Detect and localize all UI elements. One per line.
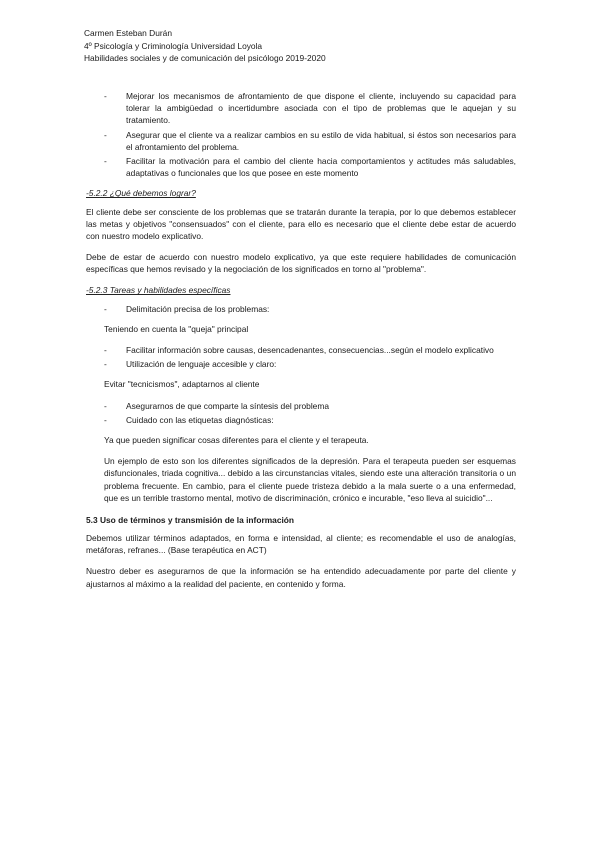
paragraph: Debemos utilizar términos adaptados, en forma e intensidad, al cliente; es recomendable el uso de analogías, metáforas, refranes... (Base terapéutica en ACT): [86, 533, 516, 556]
list-dash: -: [104, 91, 107, 101]
paragraph: Nuestro deber es asegurarnos de que la información se ha entendido adecuadamente por parte del cliente y ajustarnos al máximo a la realidad del paciente, en contenido y forma.: [86, 566, 516, 589]
note-text: Teniendo en cuenta la "queja" principal: [104, 323, 249, 334]
list-item: [86, 358, 516, 370]
section-heading-53: 5.3 Uso de términos y transmisión de la información: [86, 514, 295, 525]
list-item-text: Utilización de lenguaje accesible y claro:: [126, 359, 277, 370]
list-item-text: Facilitar información sobre causas, desencadenantes, consecuencias...según el modelo explicativo: [126, 345, 494, 355]
list-item-text: Mejorar los mecanismos de afrontamiento de que dispone el cliente, incluyendo su capacidad para tolerar la ambigüedad o incertidumbre asociada con el tipo de problemas que le aquejan y su tratamiento.: [126, 91, 516, 126]
section-heading-522: -5.2.2 ¿Qué debemos lograr?: [86, 188, 196, 199]
author-name: Carmen Esteban Durán: [84, 28, 172, 38]
list-dash: -: [104, 345, 107, 355]
section-heading-523: -5.2.3 Tareas y habilidades específicas: [86, 285, 231, 296]
list-dash: -: [104, 155, 107, 166]
list-dash: -: [104, 129, 107, 140]
list-item: [86, 90, 516, 127]
paragraph: El cliente debe ser consciente de los problemas que se tratarán durante la terapia, por lo que debemos establecer las metas y objetivos "consensuados" con el cliente, para ello es necesario que el cliente debe estar de acuerdo con nuestro modelo explicativo.: [86, 206, 516, 241]
list-item: [86, 155, 516, 179]
list-item: [86, 344, 516, 356]
list-item: [86, 414, 516, 426]
list-item: [86, 400, 516, 412]
list-item-text: Facilitar la motivación para el cambio del cliente hacia comportamientos y actitudes más saludables, adaptativas o funcionales que los que posee en este momento: [126, 155, 516, 179]
list-dash: -: [104, 359, 107, 370]
list-item-text: Asegurar que el cliente va a realizar cambios en su estilo de vida habitual, si éstos son necesarios para el afrontamiento del problema.: [126, 129, 516, 152]
subject-name: Habilidades sociales y de comunicación del psicólogo 2019-2020: [84, 53, 326, 64]
bullet-list-top: [86, 90, 516, 179]
list-item-text: Delimitación precisa de los problemas:: [126, 303, 270, 314]
document-body: [86, 90, 516, 599]
list-dash: -: [104, 414, 107, 425]
note-text: Ya que pueden significar cosas diferentes para el cliente y el terapeuta.: [104, 434, 369, 445]
paragraph: Debe de estar de acuerdo con nuestro modelo explicativo, ya que este requiere habilidades de comunicación específicas que hemos revisado y la negociación de los significados en torno al "problema".: [86, 252, 516, 275]
page-header: [84, 27, 326, 65]
example-paragraph: Un ejemplo de esto son los diferentes significados de la depresión. Para el terapeuta pueden ser esquemas disfuncionales, triada cognitiva... debido a las circunstancias vitales, siendo este una alteración transitoria o un problema frecuente. En cambio, para el cliente puede tristeza debido a la mala suerte o a una enfermedad, que es un terrible trastorno mental, motivo de discriminación, crónico e incurable, "eso lleva al suicidio"...: [104, 456, 516, 503]
course-name: 4º Psicología y Criminología Universidad Loyola: [84, 40, 263, 51]
list-dash: -: [104, 303, 107, 314]
list-item: [86, 129, 516, 153]
note-text: Evitar "tecnicismos", adaptarnos al cliente: [104, 379, 260, 390]
list-item-text: Cuidado con las etiquetas diagnósticas:: [126, 414, 274, 425]
list-item-text: Asegurarnos de que comparte la síntesis del problema: [126, 400, 329, 411]
list-dash: -: [104, 400, 107, 411]
list-item: [86, 303, 516, 315]
